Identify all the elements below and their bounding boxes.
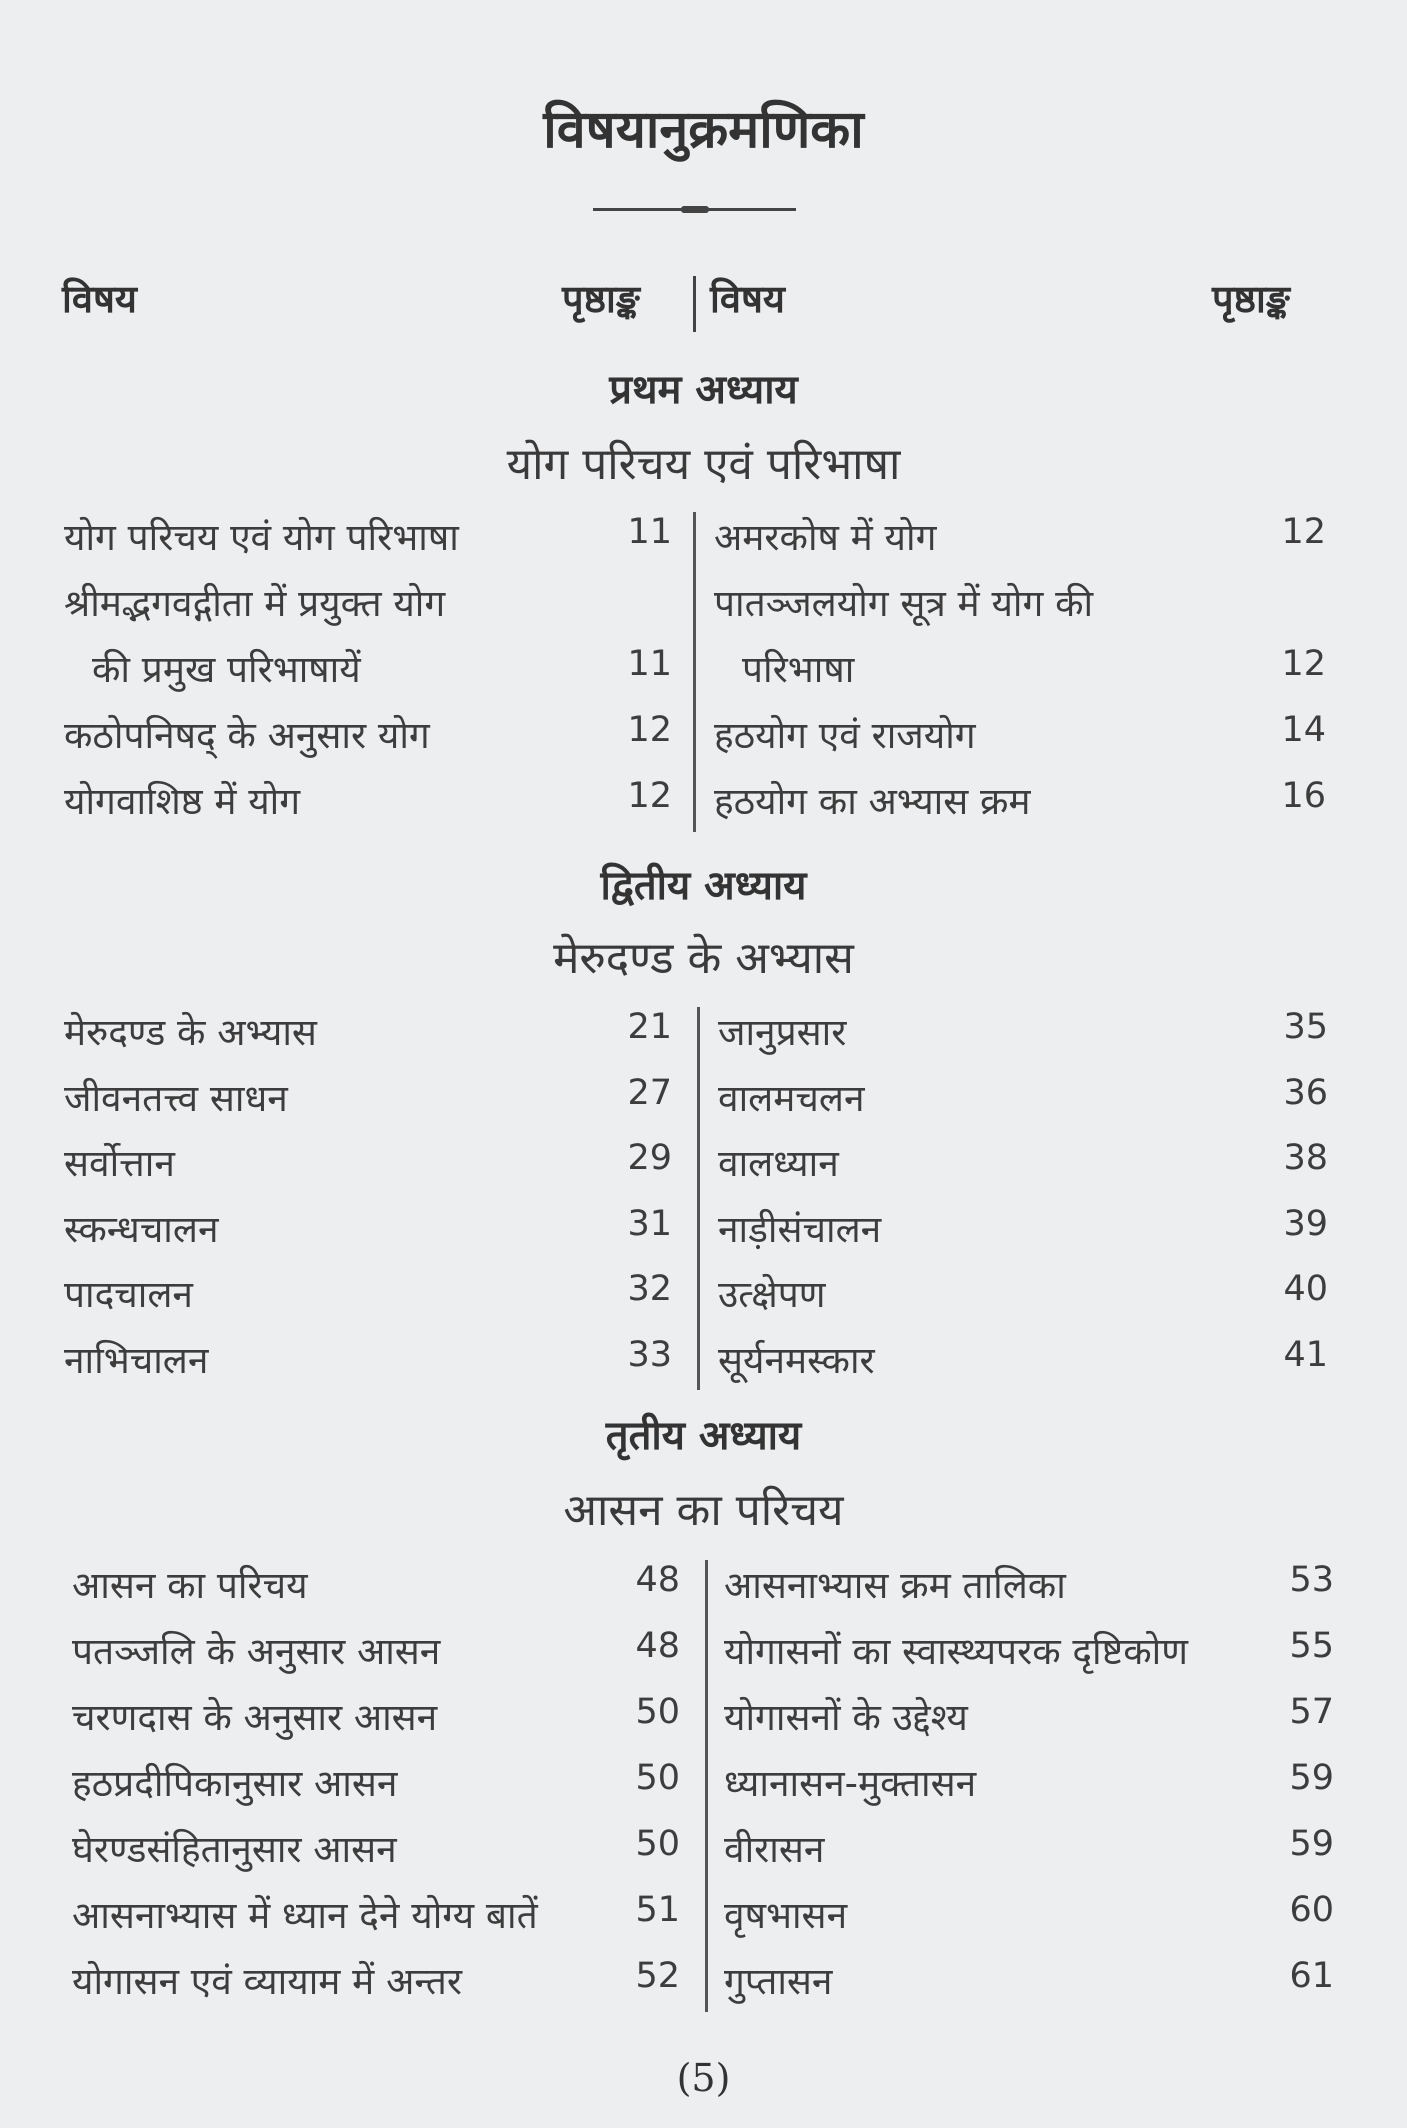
toc-entry-page: 59 — [1289, 1824, 1334, 1864]
toc-entry-title: वालमचलन — [718, 1076, 865, 1120]
page-number: (5) — [676, 2056, 731, 2100]
toc-entry-title: जानुप्रसार — [718, 1011, 847, 1054]
toc-entry-title: हठयोग एवं राजयोग — [714, 714, 976, 757]
toc-entry-title: श्रीमद्भगवद्गीता में प्रयुक्त योग — [64, 582, 446, 625]
toc-entry-title: अमरकोष में योग — [714, 516, 937, 559]
toc-entry-title: सूर्यनमस्कार — [718, 1338, 875, 1382]
toc-entry-page: 59 — [1289, 1758, 1334, 1798]
chapter-heading: तृतीय अध्याय — [605, 1413, 802, 1459]
toc-entry-title: योगवाशिष्ठ में योग — [64, 780, 301, 823]
toc-entry-title: हठप्रदीपिकानुसार आसन — [72, 1762, 398, 1805]
toc-entry-title: पातञ्जलयोग सूत्र में योग की — [714, 582, 1094, 625]
toc-entry-page: 27 — [627, 1072, 672, 1113]
toc-entry-page: 16 — [1281, 776, 1326, 816]
column-divider — [697, 1007, 700, 1390]
chapter-subtitle: आसन का परिचय — [563, 1485, 844, 1536]
page-title: विषयानुक्रमणिका — [543, 100, 864, 160]
toc-entry-page: 50 — [635, 1692, 680, 1732]
chapter-subtitle: मेरुदण्ड के अभ्यास — [553, 933, 854, 984]
toc-entry-page: 50 — [635, 1824, 680, 1864]
toc-entry-title: योगासनों के उद्देश्य — [724, 1696, 968, 1739]
toc-entry-title: सर्वोत्तान — [64, 1142, 175, 1185]
toc-entry-page: 48 — [635, 1626, 680, 1666]
toc-entry-title: स्कन्धचालन — [64, 1207, 219, 1251]
toc-entry-title: नाड़ीसंचालन — [718, 1207, 882, 1251]
toc-entry-title: योगासन एवं व्यायाम में अन्तर — [72, 1960, 462, 2003]
header-left-subject: विषय — [62, 277, 137, 321]
toc-entry-page: 31 — [627, 1203, 672, 1244]
toc-entry-title: मेरुदण्ड के अभ्यास — [64, 1011, 317, 1054]
toc-entry-title: आसन का परिचय — [72, 1564, 308, 1607]
toc-entry-page: 12 — [627, 710, 672, 750]
toc-entry-page: 32 — [627, 1269, 672, 1309]
toc-entry-title-continued: की प्रमुख परिभाषायें — [92, 648, 361, 691]
column-divider — [693, 512, 696, 832]
toc-entry-title: कठोपनिषद् के अनुसार योग — [64, 714, 430, 757]
toc-entry-title: पतञ्जलि के अनुसार आसन — [72, 1630, 441, 1673]
toc-entry-page: 29 — [627, 1138, 672, 1178]
toc-entry-page: 61 — [1289, 1956, 1334, 1996]
title-divider — [593, 208, 796, 211]
toc-entry-page: 48 — [635, 1560, 680, 1600]
chapter-heading: द्वितीय अध्याय — [600, 863, 807, 909]
toc-entry-title: घेरण्डसंहितानुसार आसन — [72, 1828, 397, 1871]
toc-entry-page: 11 — [627, 512, 672, 552]
toc-entry-page: 38 — [1283, 1138, 1328, 1178]
toc-entry-page: 57 — [1289, 1692, 1334, 1732]
toc-entry-page: 35 — [1283, 1007, 1328, 1047]
toc-entry-title: आसनाभ्यास में ध्यान देने योग्य बातें — [72, 1894, 538, 1937]
toc-entry-page: 14 — [1281, 710, 1326, 750]
chapter-heading: प्रथम अध्याय — [609, 367, 798, 413]
header-column-divider — [693, 276, 696, 332]
toc-entry-page: 12 — [627, 776, 672, 816]
toc-entry-page: 12 — [1281, 512, 1326, 552]
toc-entry-title: योगासनों का स्वास्थ्यपरक दृष्टिकोण — [724, 1630, 1188, 1673]
toc-entry-title: हठयोग का अभ्यास क्रम — [714, 780, 1031, 823]
toc-entry-page: 52 — [635, 1956, 680, 1996]
toc-entry-title: वीरासन — [724, 1828, 825, 1871]
toc-entry-page: 21 — [627, 1007, 672, 1047]
header-left-page: पृष्ठाङ्क — [562, 277, 640, 321]
chapter-subtitle: योग परिचय एवं परिभाषा — [506, 439, 901, 490]
toc-entry-page: 60 — [1289, 1890, 1334, 1930]
toc-entry-page: 33 — [627, 1334, 672, 1375]
toc-entry-page: 41 — [1283, 1334, 1328, 1375]
header-right-subject: विषय — [710, 277, 785, 321]
toc-entry-page: 36 — [1283, 1072, 1328, 1113]
toc-entry-page: 55 — [1289, 1626, 1334, 1666]
toc-entry-title-continued: परिभाषा — [742, 648, 855, 691]
header-right-page: पृष्ठाङ्क — [1212, 277, 1290, 321]
toc-entry-title: गुप्तासन — [724, 1960, 833, 2003]
toc-entry-title: ध्यानासन-मुक्तासन — [724, 1762, 977, 1805]
toc-entry-title: जीवनतत्त्व साधन — [64, 1076, 288, 1120]
toc-entry-page: 11 — [627, 644, 672, 684]
toc-entry-title: पादचालन — [64, 1273, 193, 1316]
toc-entry-title: वृषभासन — [724, 1894, 848, 1937]
column-divider — [705, 1560, 708, 2012]
toc-entry-title: योग परिचय एवं योग परिभाषा — [64, 516, 459, 559]
toc-entry-title: उत्क्षेपण — [718, 1273, 826, 1316]
toc-entry-title: नाभिचालन — [64, 1338, 209, 1382]
toc-entry-page: 51 — [635, 1890, 680, 1930]
toc-entry-page: 39 — [1283, 1203, 1328, 1244]
toc-entry-page: 50 — [635, 1758, 680, 1798]
toc-entry-page: 53 — [1289, 1560, 1334, 1600]
toc-entry-title: वालध्यान — [718, 1142, 839, 1185]
toc-entry-title: आसनाभ्यास क्रम तालिका — [724, 1564, 1066, 1607]
toc-entry-title: चरणदास के अनुसार आसन — [72, 1696, 438, 1739]
toc-entry-page: 40 — [1283, 1269, 1328, 1309]
toc-entry-page: 12 — [1281, 644, 1326, 684]
